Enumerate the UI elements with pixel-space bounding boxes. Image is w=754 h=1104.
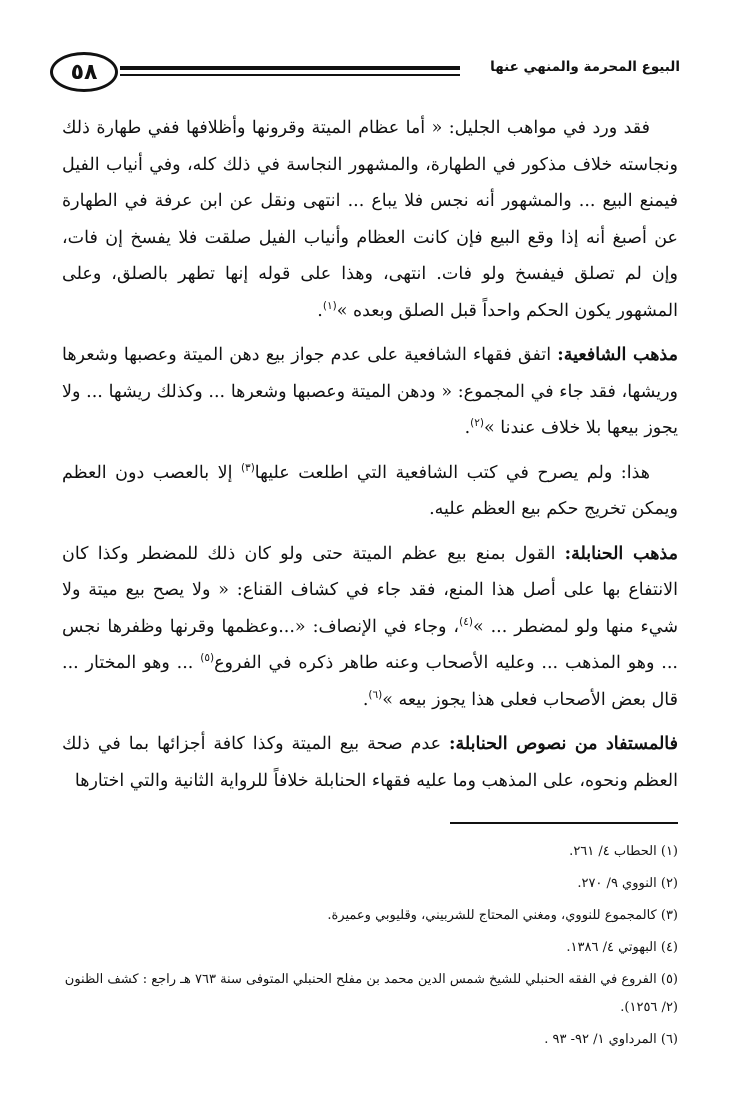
paragraph-text: القول بمنع بيع عظم الميتة حتى ولو كان ذلك للمضطر وكذا كان الانتفاع بها على أصل هذا المنع، فقد جاء في كشاف القناع: « ولا يصح بيع ميتة ولا شيء منها ولو لمضطر ... »	[62, 543, 679, 637]
footnote-3: (٣) كالمجموع للنووي، ومغني المحتاج للشربيني، وقليوبي وعميرة.	[327, 908, 678, 923]
paragraph-tail: .	[317, 300, 323, 321]
paragraph-tail: إلا بالعصب دون العظم ويمكن تخريج حكم بيع العظم عليه.	[62, 462, 678, 519]
header-rule-thick	[120, 66, 460, 70]
paragraph-text: عدم صحة بيع الميتة وكذا كافة أجزائها بما في ذلك العظم ونحوه، على المذهب وما عليه فقهاء الحنابلة خلافاً للرواية الثانية والتي اختارها	[62, 734, 678, 791]
header-rule-thin	[120, 74, 460, 76]
paragraph-text: هذا: ولم يصرح في كتب الشافعية التي اطلعت عليها	[254, 462, 650, 483]
paragraph-hanbali	[62, 536, 678, 719]
paragraph-conclusion	[62, 726, 678, 799]
footnote-1: (١) الحطاب ٤/ ٢٦١.	[569, 844, 678, 859]
paragraph-tail: ... وهو المختار ... قال بعض الأصحاب فعلى هذا يجوز بيعه »	[62, 653, 678, 710]
footnotes	[62, 838, 678, 1058]
paragraph-tail: .	[362, 689, 369, 710]
paragraph-tail: ، وجاء في الإنصاف: «...وعظمها وقرنها وظفرها نجس ... وهو المذهب ... وعليه الأصحاب وعنه طاهر ذكره في الفروع	[62, 616, 678, 673]
footnote-ref: (٣)	[240, 461, 255, 474]
paragraph-tail: .	[464, 418, 471, 438]
footnote-2: (٢) النووي ٩/ ٢٧٠.	[577, 876, 678, 891]
footnote-ref: (٥)	[200, 652, 215, 665]
footnote-5: (٥) الفروع في الفقه الحنبلي للشيخ شمس الدين محمد بن مفلح الحنبلي المتوفى سنة ٧٦٣ هـ راجع : كشف الظنون (٢/ ١٢٥٦).	[64, 972, 678, 1015]
paragraph-maliki	[62, 110, 678, 329]
paragraph-text: اتفق فقهاء الشافعية على عدم جواز بيع دهن الميتة وعصبها وشعرها وريشها، فقد جاء في المجموع: « ودهن الميتة وعصبها وشعرها ... وكذلك ريشها ... ولا يجوز بيعها بلا خلاف عندنا »	[62, 345, 678, 438]
paragraph-text: فقد ورد في مواهب الجليل: « أما عظام الميتة وقرونها وأظلافها ففي طهارة ذلك ونجاسته خلاف مذكور في الطهارة، والمشهور النجاسة في ذلك كله، وفي أنياب الفيل فيمنع البيع ... والمشهور أنه نجس فلا يباع ... انتهى ونقل عن ابن عرفة في الطهارة عن أصبغ أنه إذا وقع البيع فإن كانت العظام وأنياب الفيل صلقت فلا يفسخ إن فات، وإن لم تصلق فيفسخ ولو فات. انتهى، وهذا على قوله إنها تطهر بالصلق، وعلى المشهور يكون الحكم واحداً قبل الصلق وبعده »	[62, 118, 678, 321]
running-title: البيوع المحرمة والمنهي عنها	[490, 59, 680, 75]
footnote-4: (٤) البهوتي ٤/ ١٣٨٦.	[566, 940, 678, 955]
section-lead: مذهب الحنابلة:	[564, 543, 678, 564]
page-header	[50, 50, 680, 100]
section-lead: فالمستفاد من نصوص الحنابلة:	[449, 734, 679, 754]
footnote-ref: (٦)	[368, 688, 383, 701]
section-lead: مذهب الشافعية:	[557, 345, 678, 365]
paragraph-shafii	[62, 337, 678, 447]
footnote-6: (٦) المرداوي ١/ ٩٢- ٩٣ .	[544, 1032, 678, 1047]
page-number: ٥٨	[50, 52, 118, 92]
paragraph-note	[62, 455, 678, 528]
footnote-ref: (١)	[322, 299, 337, 312]
main-text	[62, 110, 678, 807]
footnote-ref: (٤)	[459, 615, 473, 628]
footnote-ref: (٢)	[470, 417, 484, 430]
footnote-separator	[450, 822, 678, 824]
